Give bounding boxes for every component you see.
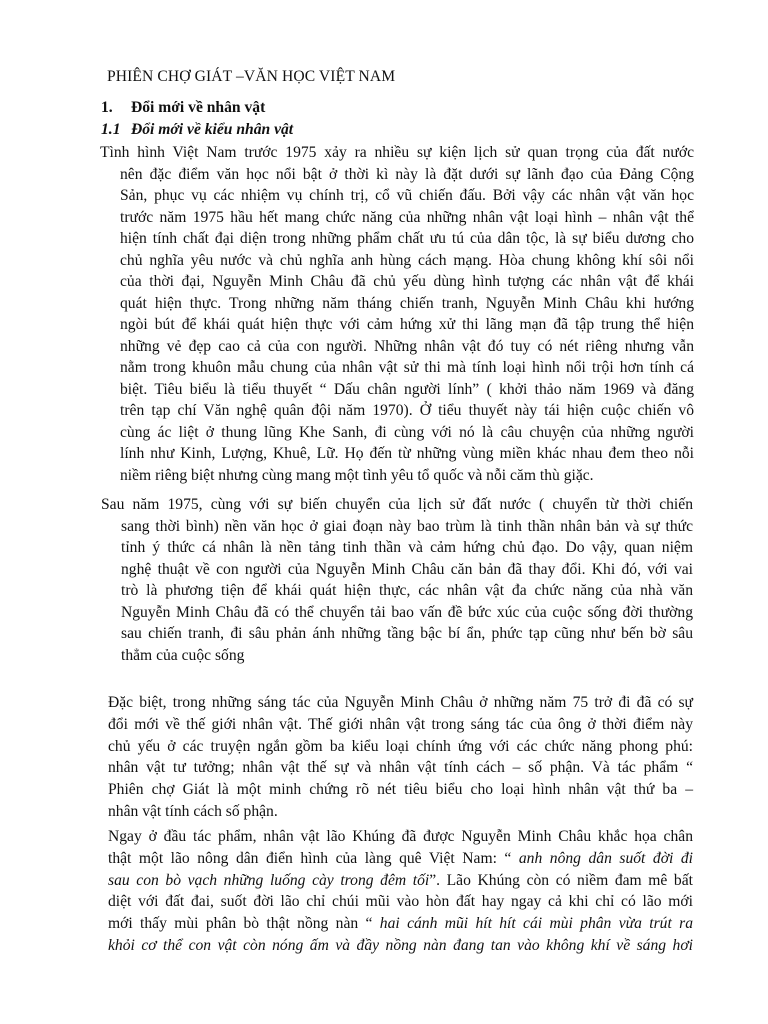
paragraph-line: lính như Kinh, Lượng, Khuê, Lữ. Họ đến từ những vùng miền khác nhau đem theo nỗi: [120, 445, 694, 462]
quote-italic: anh nông dân suốt đời đi: [518, 849, 693, 867]
paragraph-line: ngòi bút để khái quát hiện thực với cảm hứng xử thi lãng mạn đã tập trung thể hiện: [120, 316, 694, 333]
paragraph-line: sang thời bình) nền văn học ở giai đoạn này bao trùm là tinh thần nhân bản và sự thức: [121, 517, 693, 535]
paragraph-line: niềm riêng biệt nhưng cùng mang một tình yêu tổ quốc và nỗi căm thù giặc.: [120, 466, 594, 484]
text-run: thật một lão nông dân điển hình của làng quê Việt Nam: “: [108, 849, 519, 867]
paragraph-line: cùng ác liệt ở thung lũng Khe Sanh, đi cùng với nó là câu chuyện của những người: [120, 423, 694, 441]
paragraph-line: thẳm của cuộc sống: [121, 646, 245, 664]
heading-1-1: [101, 121, 293, 139]
paragraph-4: [108, 826, 693, 957]
heading-1-1-number: 1.1: [101, 121, 121, 138]
paragraph-line: [108, 935, 693, 957]
paragraph-line: chủ yếu ở các truyện ngắn gồm ba kiểu loại chính ứng với các chức năng phong phú:: [108, 737, 693, 755]
document-title: PHIÊN CHỢ GIÁT –VĂN HỌC VIỆT NAM: [107, 68, 396, 85]
paragraph-line: nghệ thuật về con người của Nguyễn Minh Châu căn bản đã thay đổi. Khi đó, với vai: [121, 560, 693, 578]
heading-1-number: 1.: [101, 99, 113, 116]
paragraph-line: trên tạp chí Văn nghệ quân đội năm 1970). Ở tiểu thuyết này tái hiện cuộc chiến vô: [120, 402, 694, 419]
text-run: ”. Lão Khúng còn có niềm đam mê bất: [429, 871, 693, 889]
paragraph-line: đổi mới về thế giới nhân vật. Thế giới nhân vật trong sáng tác của ông ở thời điểm này: [108, 715, 693, 733]
paragraph-line: những vẻ đẹp cao cả của con người. Những nhân vật đó tuy có nét riêng nhưng vẫn: [120, 337, 694, 355]
paragraph-line: nên đặc điểm văn học nổi bật ở thời kì này là đặt dưới sự lãnh đạo của Đảng Cộng: [120, 165, 694, 183]
paragraph-3: [108, 692, 693, 823]
paragraph-line: nhân vật tính cách số phận.: [108, 802, 278, 820]
paragraph-line: quát hiện thực. Trong những năm tháng chiến tranh, Nguyễn Minh Châu khi hướng: [120, 294, 694, 312]
paragraph-line: Phiên chợ Giát là một minh chứng rõ nét tiêu biểu cho loại hình nhân vật thứ ba –: [108, 781, 693, 799]
quote-italic: sau con bò vạch những luống cày trong đêm tối: [108, 871, 430, 889]
paragraph-line: [108, 913, 693, 935]
paragraph-line: [108, 848, 693, 870]
paragraph-1: [100, 142, 694, 486]
paragraph-line: Nguyễn Minh Châu đã có thể chuyển tải bao vấn đề bức xúc của cuộc sống đời thường: [121, 603, 693, 621]
paragraph-line: diệt với đất đai, suốt đời lão chỉ chúi mũi vào hòn đất hay ngay cả khi chỉ có lão mới: [108, 893, 693, 911]
paragraph-line: tỉnh ý thức cá nhân là nền tảng tinh thần và cảm hứng chủ đạo. Do vậy, quan niệm: [121, 539, 693, 556]
heading-1-text: Đổi mới về nhân vật: [131, 99, 266, 116]
paragraph-line: Sản, phục vụ các nhiệm vụ chính trị, cổ vũ chiến đấu. Bởi vậy các nhân vật văn học: [120, 187, 694, 204]
paragraph-line: nằm trong khuôn mẫu chung của nhân vật sử thi mà tính loại hình nổi trội hơn tính cá: [120, 359, 694, 376]
paragraph-line: của thời đại, Nguyễn Minh Châu đã chủ yếu dùng hình tượng các nhân vật để khái: [120, 273, 694, 290]
paragraph-line: trước năm 1975 hầu hết mang chức năng của những nhân vật loại hình – nhân vật thể: [120, 208, 694, 226]
paragraph-line: Sau năm 1975, cùng với sự biến chuyển của lịch sử đất nước ( chuyển từ thời chiến: [101, 496, 693, 513]
paragraph-line: [108, 870, 693, 892]
paragraph-2: [101, 494, 693, 666]
paragraph-line: nhân vật tư tưởng; nhân vật thế sự và nhân vật tính cách – số phận. Và tác phẩm “: [108, 759, 693, 777]
heading-1: [101, 99, 265, 117]
text-run: mới thấy mùi phân bò thật nồng nàn “: [108, 915, 380, 933]
paragraph-line: trò là phương tiện để khái quát hiện thực, các nhân vật đa chức năng của nhà văn: [121, 582, 693, 599]
paragraph-line: Đặc biệt, trong những sáng tác của Nguyễn Minh Châu ở những năm 75 trở đi đã có sự: [108, 694, 693, 711]
paragraph-line: biệt. Tiêu biểu là tiểu thuyết “ Dấu chân người lính” ( khởi thảo năm 1969 và đăng: [120, 380, 694, 398]
paragraph-line: sau chiến tranh, đi sâu phản ánh những tầng bậc bí ẩn, phức tạp cũng như bến bờ sâu: [121, 625, 693, 642]
paragraph-line: Tình hình Việt Nam trước 1975 xảy ra nhiều sự kiện lịch sử quan trọng của đất nước: [100, 144, 694, 161]
paragraph-line: Ngay ở đầu tác phẩm, nhân vật lão Khúng đã được Nguyễn Minh Châu khắc họa chân: [108, 828, 693, 845]
heading-1-1-text: Đổi mới về kiểu nhân vật: [131, 121, 294, 138]
quote-italic: khỏi cơ thể con vật còn nóng ấm và đầy nồng nàn đang tan vào không khí về sáng hơi: [108, 936, 693, 954]
paragraph-line: hiện tính chất đại diện trong những phẩm chất ưu tú của dân tộc, là sự biểu dương cho: [120, 230, 694, 247]
paragraph-line: chủ nghĩa yêu nước và chủ nghĩa anh hùng cách mạng. Hòa chung không khí sôi nổi: [120, 251, 694, 269]
quote-italic: hai cánh mũi hít hít cái mùi phân vừa trút ra: [379, 915, 693, 933]
